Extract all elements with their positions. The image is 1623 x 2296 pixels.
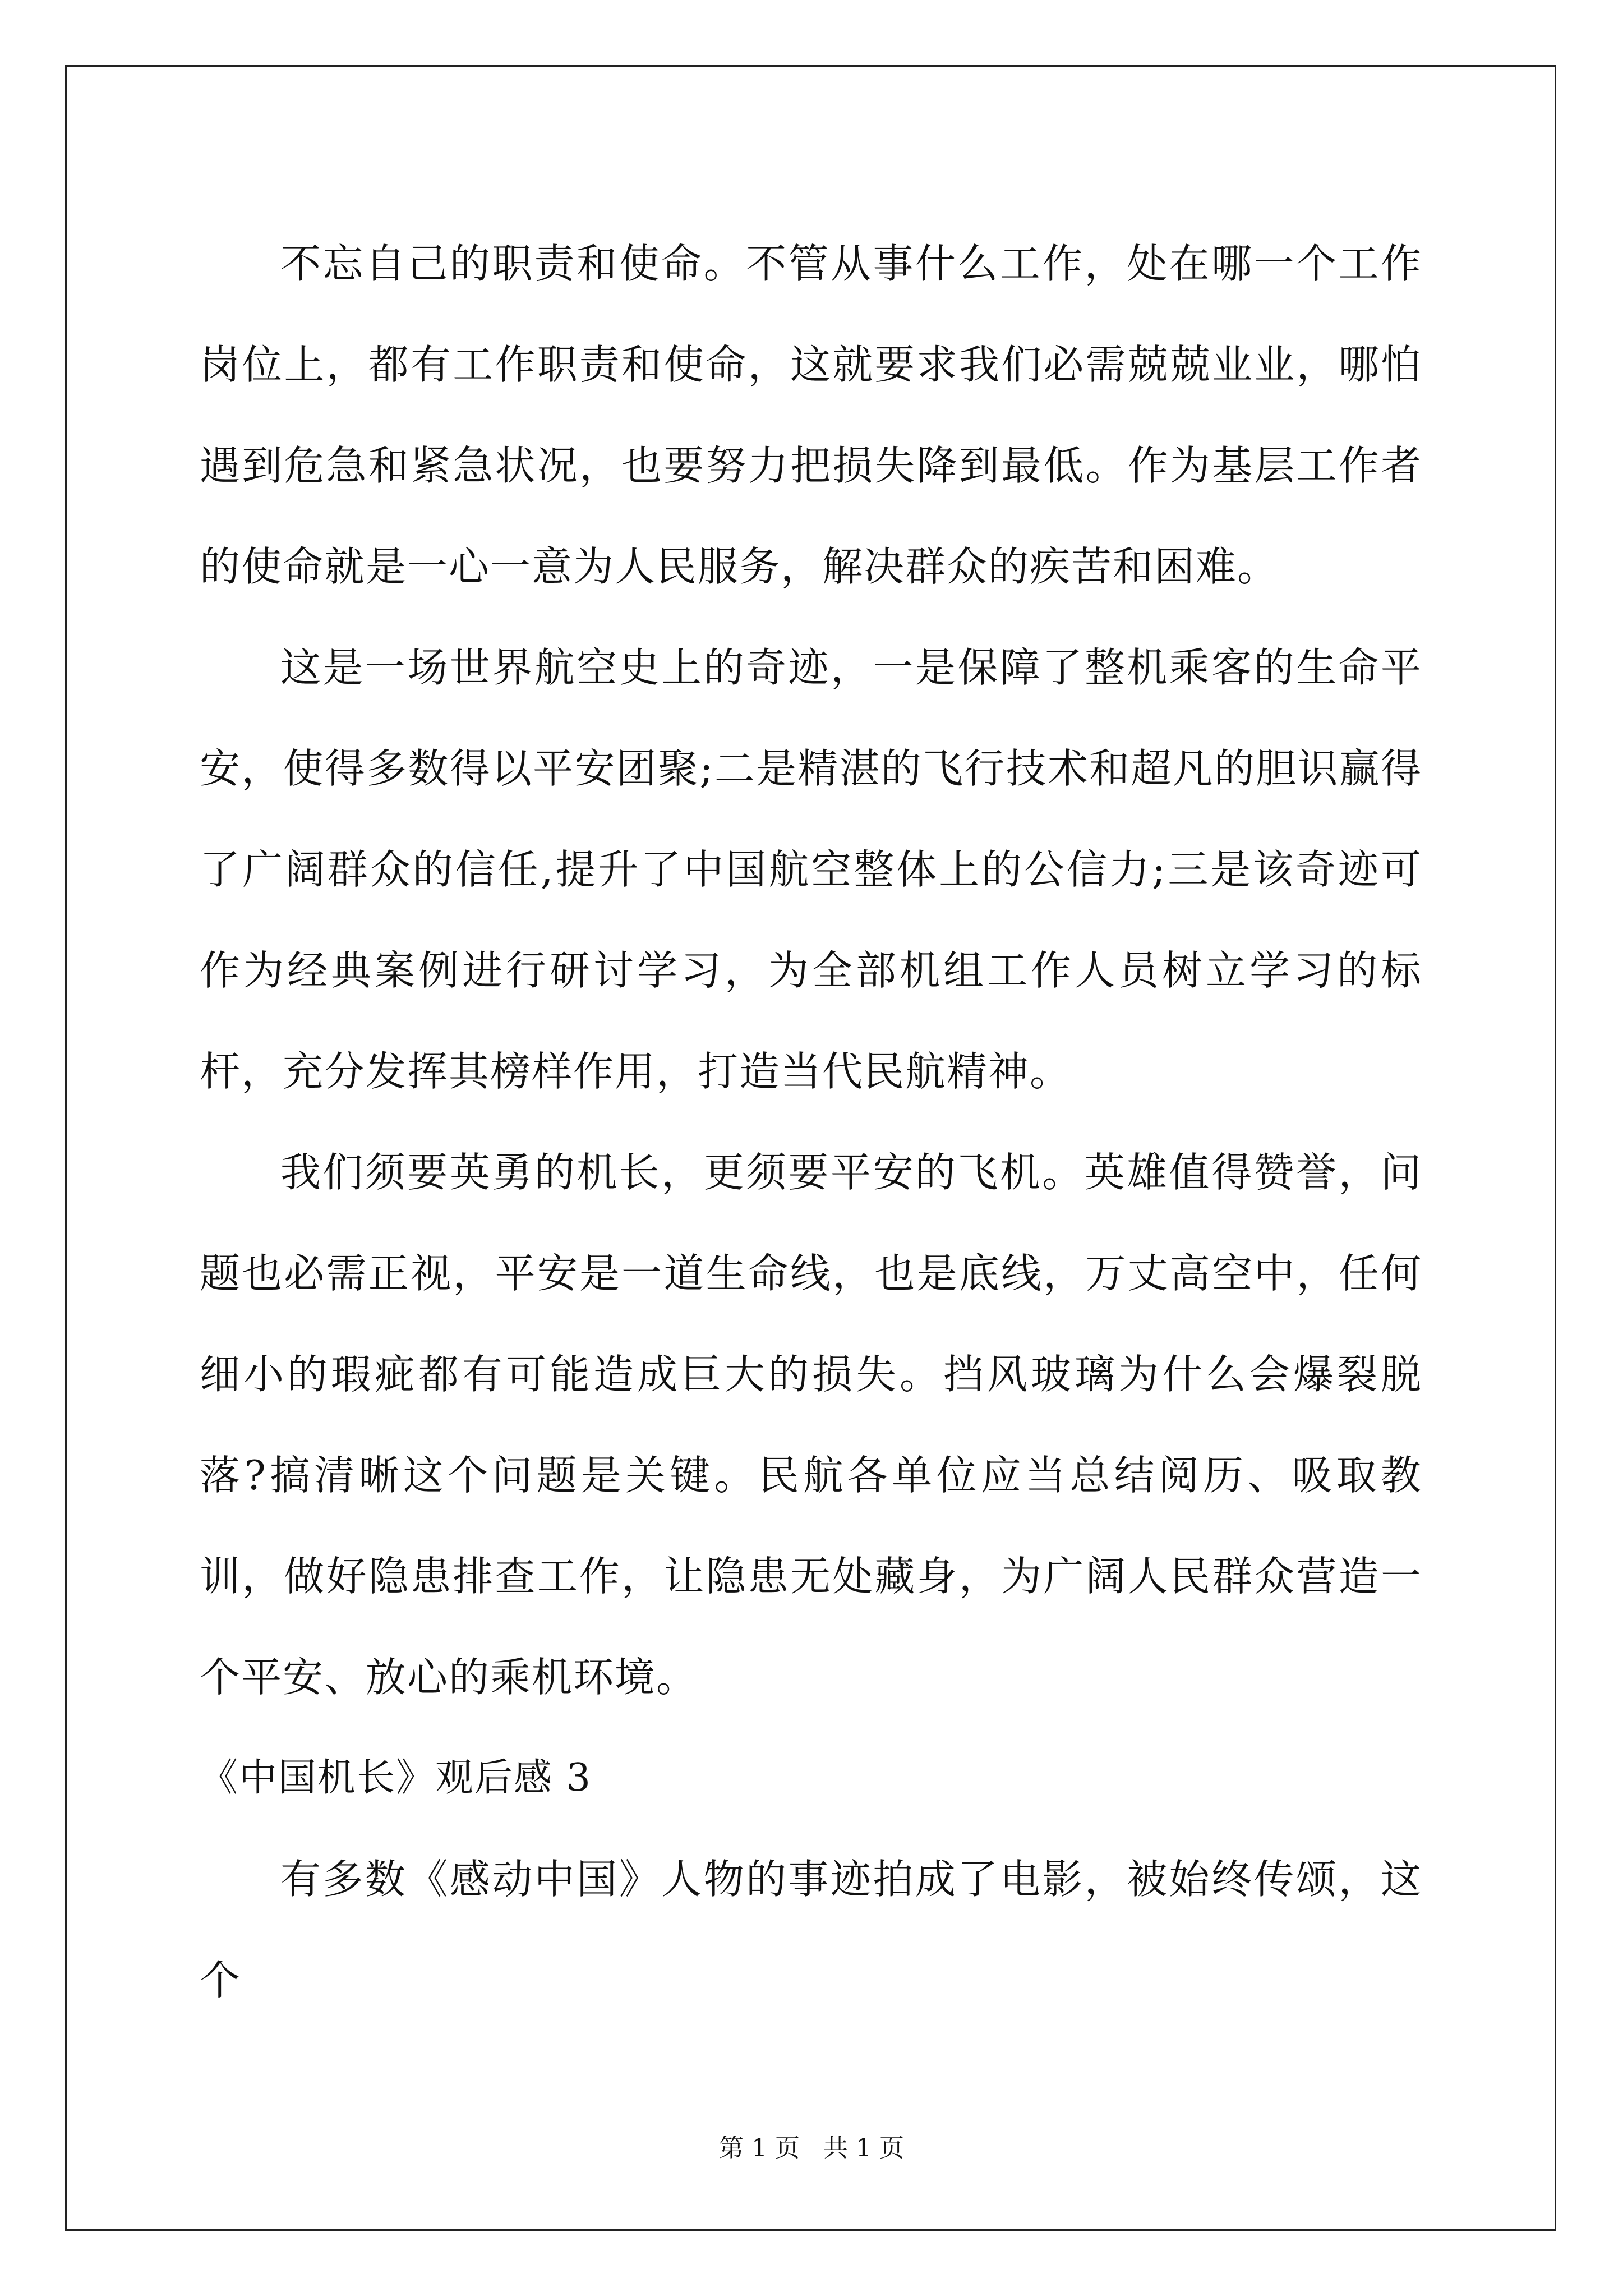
paragraph-3: 我们须要英勇的机长，更须要平安的飞机。英雄值得赞誉，问题也必需正视，平安是一道生命线，也是底线，万丈高空中，任何细小的瑕疵都有可能造成巨大的损失。挡风玻璃为什么会爆裂脱落?搞清晰这个问题是关键。民航各单位应当总结阅历、吸取教训，做好隐患排查工作，让隐患无处藏身，为广阔人民群众营造一个平安、放心的乘机环境。	[200, 1149, 1422, 1701]
page-number-current: 第 1 页	[719, 2134, 800, 2162]
paragraph-2: 这是一场世界航空史上的奇迹，一是保障了整机乘客的生命平安，使得多数得以平安团聚;二是精湛的飞行技术和超凡的胆识赢得了广阔群众的信任,提升了中国航空整体上的公信力;三是该奇迹可作为经典案例进行研讨学习，为全部机组工作人员树立学习的标杆，充分发挥其榜样作用，打造当代民航精神。	[200, 644, 1422, 1095]
paragraph-1: 不忘自己的职责和使命。不管从事什么工作，处在哪一个工作岗位上，都有工作职责和使命，这就要求我们必需兢兢业业，哪怕遇到危急和紧急状况，也要努力把损失降到最低。作为基层工作者的使命就是一心一意为人民服务，解决群众的疾苦和困难。	[200, 240, 1422, 590]
section-heading: 《中国机长》观后感 3	[200, 1756, 592, 1800]
document-body	[200, 213, 1422, 2031]
paragraph-4: 有多数《感动中国》人物的事迹拍成了电影，被始终传颂，这个	[200, 1856, 1422, 2004]
page-footer	[0, 2132, 1623, 2165]
page-number-total: 共 1 页	[823, 2134, 904, 2162]
